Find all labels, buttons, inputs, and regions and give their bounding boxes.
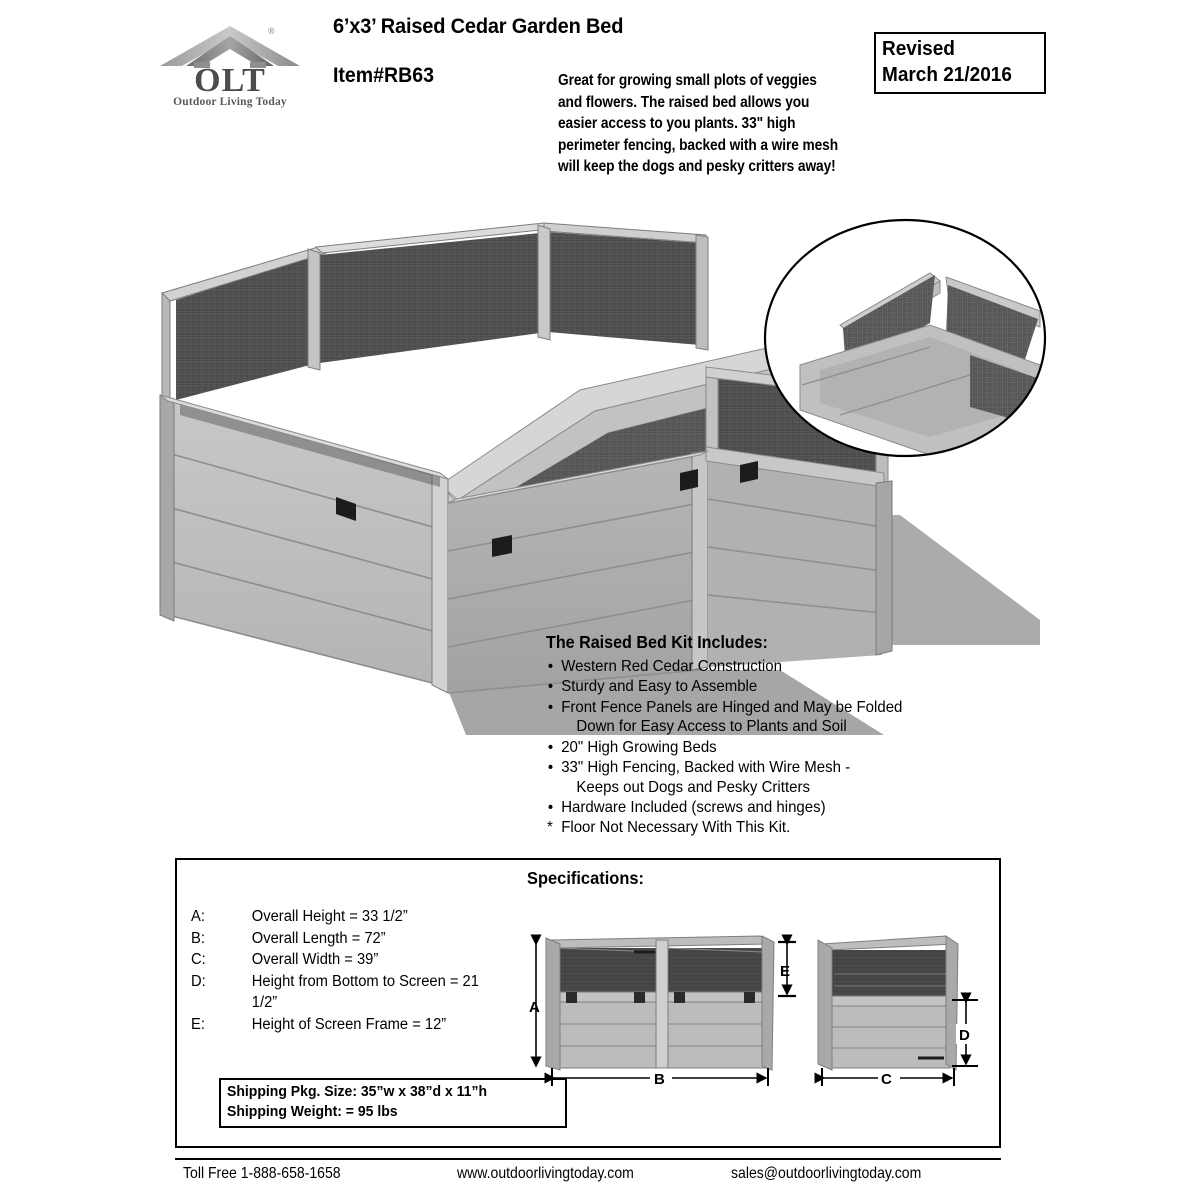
dimension-c xyxy=(822,1068,954,1088)
specifications-heading-colon: : xyxy=(638,868,645,888)
shipping-size: Shipping Pkg. Size: 35”w x 38”d x 11”h xyxy=(227,1084,488,1100)
list-item-text: Western Red Cedar Construction xyxy=(561,658,782,675)
footer xyxy=(175,1163,1001,1191)
olt-logo xyxy=(150,22,310,110)
footer-email[interactable]: sales@outdoorlivingtoday.com xyxy=(731,1165,922,1182)
bullet-icon: • xyxy=(547,658,554,675)
kit-includes-title: The Raised Bed Kit Includes: xyxy=(546,632,768,652)
logo-tagline: Outdoor Living Today xyxy=(173,96,287,108)
dimension-label-c: C xyxy=(881,1071,892,1088)
specifications-heading-text: Specifications xyxy=(527,868,639,888)
spec-key: A: xyxy=(191,908,205,925)
dimension-label-d: D xyxy=(959,1027,970,1044)
list-item-text: 33" High Fencing, Backed with Wire Mesh - xyxy=(561,758,851,776)
dimension-e xyxy=(778,942,796,996)
dimension-label-b: B xyxy=(654,1071,665,1088)
dimension-a xyxy=(529,944,540,1066)
dimension-label-e: E xyxy=(780,963,791,980)
list-item-text: Front Fence Panels are Hinged and May be Folded xyxy=(561,698,903,716)
specifications-list xyxy=(191,906,521,1035)
list-item-continuation: Down for Easy Access to Plants and Soil xyxy=(576,718,847,736)
spec-value: Height of Screen Frame = 12” xyxy=(251,1015,447,1033)
kit-footnote-text: Floor Not Necessary With This Kit. xyxy=(561,819,791,837)
list-item-text: Hardware Included (screws and hinges) xyxy=(561,799,826,817)
footer-website[interactable]: www.outdoorlivingtoday.com xyxy=(457,1165,634,1182)
revised-date: March 21/2016 xyxy=(882,64,1012,86)
list-item xyxy=(546,657,955,677)
back-fence-panels xyxy=(176,232,700,400)
shipping-weight: Shipping Weight: = 95 lbs xyxy=(227,1103,398,1120)
list-item xyxy=(546,698,955,738)
spec-value: Height from Bottom to Screen = 21 1/2” xyxy=(251,972,479,1011)
spec-value: Overall Length = 72” xyxy=(251,929,386,947)
dimension-drawings xyxy=(522,900,992,1090)
specifications-heading xyxy=(527,868,644,889)
front-view-drawing xyxy=(546,936,774,1070)
kit-includes-list xyxy=(546,657,976,818)
asterisk-icon: * xyxy=(546,819,553,837)
specifications-panel xyxy=(175,858,1001,1148)
spec-key: D: xyxy=(191,972,206,990)
bullet-icon: • xyxy=(547,799,554,817)
spec-value: Overall Height = 33 1/2” xyxy=(251,908,408,925)
footer-phone: Toll Free 1-888-658-1658 xyxy=(183,1165,341,1182)
revised-label: Revised xyxy=(882,38,955,60)
spec-row xyxy=(191,1014,505,1036)
list-item-continuation: Keeps out Dogs and Pesky Critters xyxy=(576,778,810,796)
kit-includes-section xyxy=(546,632,976,838)
bullet-icon: • xyxy=(547,698,554,716)
intro-paragraph: Great for growing small plots of veggies and flowers. The raised bed allows you easier access to you plants. 33" high perimeter fencing, backed with a wire mesh will keep the dogs and pesky critters away! xyxy=(558,72,839,175)
item-number: Item#RB63 xyxy=(333,64,434,87)
list-item xyxy=(546,798,955,818)
spec-value: Overall Width = 39” xyxy=(251,951,379,968)
list-item xyxy=(546,738,955,758)
bullet-icon: • xyxy=(547,678,554,696)
spec-row xyxy=(191,928,505,950)
footer-divider xyxy=(175,1158,1001,1160)
list-item-text: 20" High Growing Beds xyxy=(561,738,717,756)
registered-trademark-icon: ® xyxy=(268,26,275,36)
spec-row xyxy=(191,971,505,1014)
dimension-label-a: A xyxy=(529,999,540,1016)
bullet-icon: • xyxy=(547,738,554,756)
spec-key: E: xyxy=(191,1015,205,1033)
list-item-text: Sturdy and Easy to Assemble xyxy=(561,678,758,696)
kit-footnote xyxy=(546,818,955,838)
side-view-drawing xyxy=(818,936,958,1070)
bullet-icon: • xyxy=(547,758,554,776)
spec-key: B: xyxy=(191,929,205,947)
logo-brand: OLT xyxy=(194,62,266,99)
spec-key: C: xyxy=(191,951,206,968)
revised-box xyxy=(874,32,1046,94)
spec-row xyxy=(191,906,505,928)
spec-row xyxy=(191,949,505,971)
list-item xyxy=(546,677,955,697)
page-title: 6’x3’ Raised Cedar Garden Bed xyxy=(333,14,624,38)
shipping-info-box xyxy=(219,1078,567,1128)
list-item xyxy=(546,758,955,798)
dimension-b xyxy=(552,1068,768,1088)
